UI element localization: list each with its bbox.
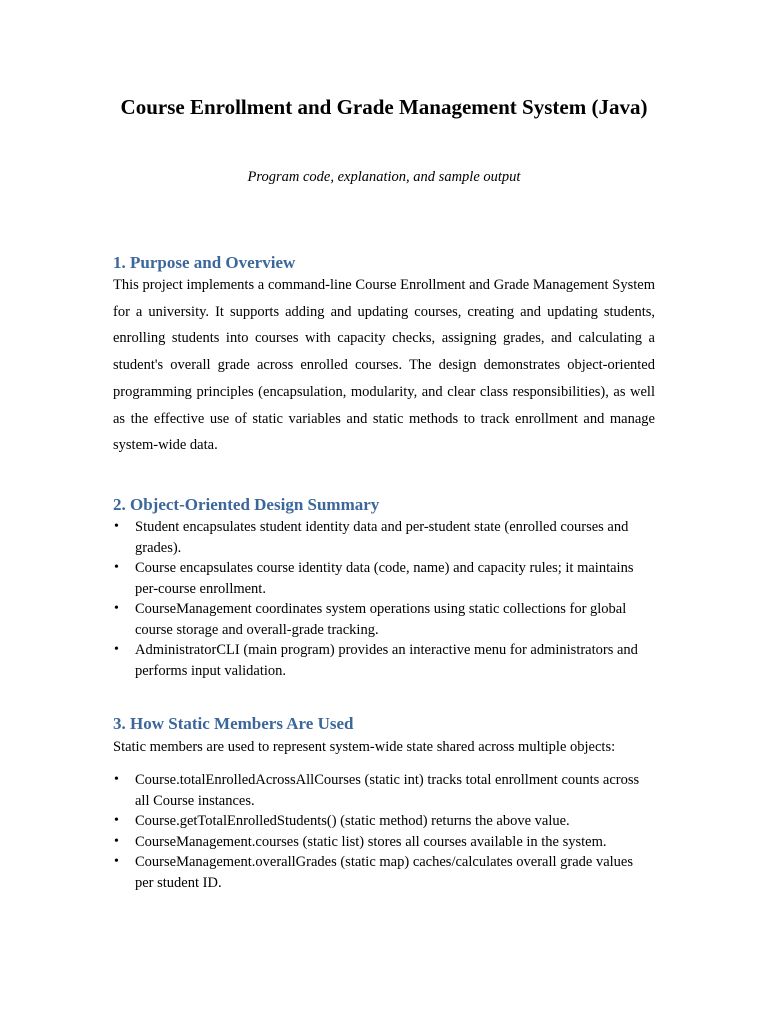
list-item-text: CourseManagement.overallGrades (static map) caches/calculates overall grade values per student ID. (135, 854, 634, 891)
document-title: Course Enrollment and Grade Management System (Java) (120, 95, 648, 119)
section-heading-design: 2. Object-Oriented Design Summary (113, 495, 380, 514)
bullet-icon: • (114, 601, 119, 616)
bullet-icon: • (114, 833, 119, 849)
section-heading-purpose: 1. Purpose and Overview (113, 253, 296, 272)
document-subtitle: Program code, explanation, and sample output (247, 169, 521, 185)
bullet-icon: • (114, 560, 119, 575)
static-bullet-list (113, 770, 655, 893)
list-item-text: Course.getTotalEnrolledStudents() (static method) returns the above value. (135, 813, 570, 829)
list-item (113, 517, 655, 558)
list-item-text: CourseManagement coordinates system operations using static collections for global course storage and overall-grade tracking. (135, 601, 627, 638)
list-item (113, 599, 655, 640)
section-intro-static: Static members are used to represent system-wide state shared across multiple objects: (113, 739, 616, 755)
list-item (113, 811, 655, 832)
list-item-text: Student encapsulates student identity data and per-student state (enrolled courses and grades). (135, 519, 629, 556)
list-item-text: AdministratorCLI (main program) provides an interactive menu for administrators and performs input validation. (135, 642, 638, 679)
bullet-icon: • (114, 642, 119, 657)
section-heading-static: 3. How Static Members Are Used (113, 714, 354, 733)
bullet-icon: • (114, 772, 119, 787)
bullet-icon: • (114, 854, 119, 869)
list-item (113, 558, 655, 599)
list-item-text: Course encapsulates course identity data (code, name) and capacity rules; it maintains per-course enrollment. (135, 560, 634, 597)
list-item (113, 852, 655, 893)
list-item-text: CourseManagement.courses (static list) stores all courses available in the system. (135, 833, 607, 850)
design-bullet-list (113, 517, 655, 681)
list-item (113, 770, 655, 811)
section-paragraph-purpose: This project implements a command-line Course Enrollment and Grade Management System for a university. It supports adding and updating courses, creating and updating students, enrolling students into courses with capacity checks, assigning grades, and calculating a student's overall grade across enrolled courses. The design demonstrates object-oriented programming principles (encapsulation, modularity, and clear class responsibilities), as well as the effective use of static variables and static methods to track enrollment and manage system-wide data. (113, 277, 655, 454)
bullet-icon: • (114, 813, 119, 828)
bullet-icon: • (114, 519, 119, 534)
list-item-text: Course.totalEnrolledAcrossAllCourses (static int) tracks total enrollment counts across all Course instances. (135, 772, 640, 809)
list-item (113, 832, 655, 853)
list-item (113, 640, 655, 681)
